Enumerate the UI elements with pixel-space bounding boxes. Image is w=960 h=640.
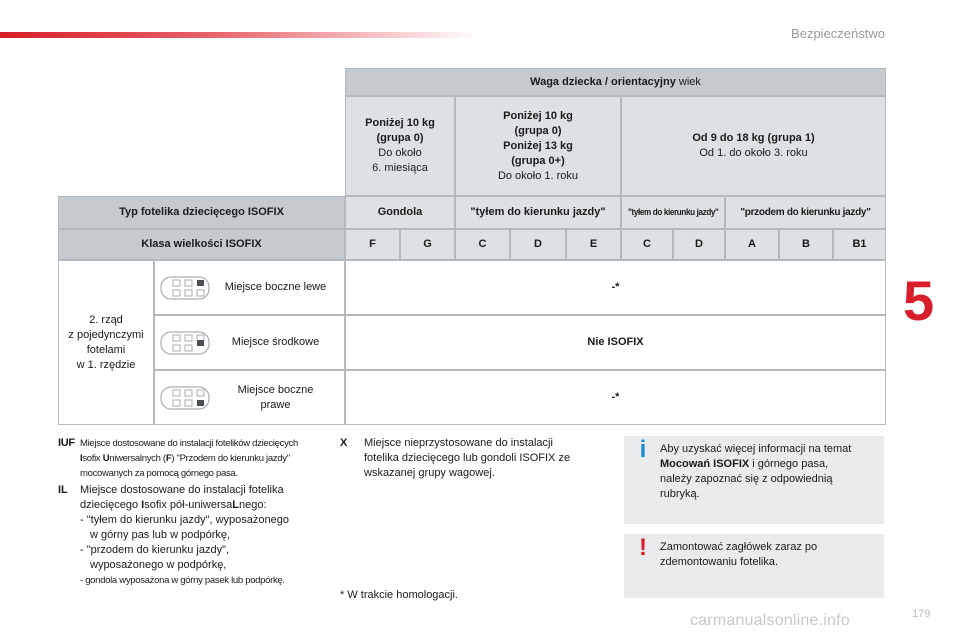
seat-left-value: -* (345, 260, 886, 315)
row-label-line-4: w 1. rzędzie (76, 358, 136, 371)
info-line-4: rubryką. (660, 488, 700, 500)
legend-il-bullet-2-line-1: "przodem do kierunku jazdy", (86, 544, 230, 556)
group-1-line-2: (grupa 0) (514, 124, 562, 137)
legend-il-2d: L (232, 499, 239, 511)
info-line-2-rest: i górnego pasa, (749, 458, 829, 470)
weight-title-rest: wiek (675, 75, 701, 88)
legend-il-2c: sofix pół-uniwersa (144, 499, 233, 511)
class-label-cell: Klasa wielkości ISOFIX (58, 229, 345, 260)
top-accent-bar (0, 32, 480, 38)
legend-x-tag: X (340, 437, 348, 449)
car-seat-left-icon (159, 274, 211, 302)
seat-middle-label: Miejsce środkowe (231, 336, 320, 348)
legend-il-text-1: Miejsce dostosowane do instalacji fotelika (80, 484, 284, 496)
legend-iuf-text-3: mocowanych za pomocą górnego pasa. (80, 468, 238, 479)
legend-il-bullet-1-line-2: w górny pas lub w podpórkę, (90, 529, 231, 541)
legend-x-text-1: Miejsce nieprzystosowane do instalacji (364, 437, 553, 449)
legend-il-tag: IL (58, 484, 68, 496)
seat-right-label-2: prawe (260, 398, 291, 411)
row-label-line-3: fotelami (86, 343, 126, 356)
seat-right-label-1: Miejsce boczne (237, 383, 314, 396)
chapter-number: 5 (903, 269, 935, 332)
type-cell-front (725, 196, 886, 229)
warning-icon: ! (639, 534, 647, 561)
legend-il: IL Miejsce dostosowane do instalacji fotelika dziecięcego Isofix pół-uniwersaLnego: - "tyłem do kierunku jazdy", wyposażonego w górny pas lub w podpórkę, - "przodem do kierunku jazdy", wyposażonego w podpórkę, - gondola wyposażona w górny pasek lub podpórkę. (58, 483, 333, 588)
group-cell-1 (455, 96, 621, 196)
weight-title-bold: Waga dziecka / orientacyjny (530, 75, 676, 88)
footnote: * W trakcie homologacji. (340, 589, 458, 601)
legend-iuf-2e: F (165, 453, 172, 464)
warning-line-2: zdemontowaniu fotelika. (660, 556, 779, 568)
legend-il-2a: dziecięcego (80, 499, 142, 511)
type-label-cell: Typ fotelika dziecięcego ISOFIX (58, 196, 345, 229)
legend-iuf (58, 436, 328, 481)
info-icon: i (639, 436, 647, 463)
legend-iuf-2f: ) "Przodem do kierunku jazdy" (171, 453, 290, 464)
group-cell-2 (621, 96, 886, 196)
class-cell-b1: B1 (833, 229, 886, 260)
watermark: carmanualsonline.info (690, 612, 850, 629)
type-cell-gondola: Gondola (345, 196, 455, 229)
seat-row-right (154, 370, 345, 425)
legend-iuf-text-1: Miejsce dostosowane do instalacji fotelików dziecięcych (80, 438, 298, 449)
legend-x-text-2: fotelika dziecięcego lub gondoli ISOFIX ze (364, 452, 571, 464)
legend-il-2b: I (141, 499, 145, 511)
class-cell-a: A (725, 229, 779, 260)
group-0-line-1: Poniżej 10 kg (365, 117, 435, 129)
group-0-line-3: Do około (378, 147, 422, 159)
seat-row-middle (154, 315, 345, 370)
class-cell-d-2: D (673, 229, 725, 260)
legend-iuf-2a: I (80, 453, 83, 464)
section-title: Bezpieczeństwo (791, 26, 885, 41)
class-cell-f: F (345, 229, 400, 260)
car-seat-middle-icon (159, 329, 211, 357)
group-0-line-2: (grupa 0) (376, 132, 424, 144)
seat-right-value: -* (345, 370, 886, 425)
seat-right-label (211, 383, 340, 413)
class-cell-b: B (779, 229, 833, 260)
type-cell-rear-1: "tyłem do kierunku jazdy" (455, 196, 621, 229)
class-cell-d-1: D (510, 229, 566, 260)
legend-iuf-2b: sofix (82, 453, 103, 464)
seat-row-left (154, 260, 345, 315)
group-2-line-1: Od 9 do 18 kg (grupa 1) (692, 132, 815, 144)
class-cell-e: E (566, 229, 621, 260)
legend-x (340, 436, 610, 481)
row-label-line-1: 2. rząd (89, 313, 123, 326)
info-line-2-bold: Mocowań ISOFIX (660, 458, 750, 470)
weight-title-cell (345, 68, 886, 96)
group-1-line-3: Poniżej 13 kg (503, 139, 573, 152)
group-1-line-1: Poniżej 10 kg (503, 109, 573, 122)
class-cell-c-2: C (621, 229, 673, 260)
page-number: 179 (912, 608, 931, 620)
legend-il-bullet-2-line-2: wyposażonego w podpórkę, (90, 559, 227, 571)
row-label-cell (58, 260, 154, 425)
type-front-text: "przodem do kierunku jazdy" (740, 207, 871, 218)
legend-il-bullet-3: gondola wyposażona w górny pasek lub podpórkę. (85, 575, 285, 586)
type-rear-2-text: "tyłem do kierunku jazdy" (627, 207, 719, 217)
info-line-1: Aby uzyskać więcej informacji na temat (660, 443, 852, 455)
seat-middle-value: Nie ISOFIX (345, 315, 886, 370)
legend-iuf-tag: IUF (58, 437, 75, 449)
legend-iuf-2d: niwersalnych ( (109, 453, 166, 464)
group-0-line-4: 6. miesiąca (372, 162, 428, 174)
group-1-line-4: (grupa 0+) (511, 154, 565, 167)
class-cell-g: G (400, 229, 455, 260)
legend-x-text-3: wskazanej grupy wagowej. (364, 467, 495, 479)
seat-left-label: Miejsce boczne lewe (224, 281, 327, 293)
car-seat-right-icon (159, 384, 211, 412)
class-cell-c-1: C (455, 229, 510, 260)
warning-line-1: Zamontować zagłówek zaraz po (660, 541, 818, 553)
warning-box (624, 534, 884, 598)
legend-il-2e: nego: (239, 499, 267, 511)
group-1-line-5: Do około 1. roku (497, 169, 579, 182)
group-cell-0 (345, 96, 455, 196)
info-box (624, 436, 884, 524)
info-line-3: należy zapoznać się z odpowiednią (660, 473, 833, 485)
legend-iuf-2c: U (102, 453, 110, 464)
type-cell-rear-2 (621, 196, 725, 229)
legend-il-bullet-1-line-1: "tyłem do kierunku jazdy", wyposażonego (86, 514, 289, 526)
row-label-line-2: z pojedynczymi (68, 328, 144, 341)
group-2-line-2: Od 1. do około 3. roku (699, 147, 808, 159)
